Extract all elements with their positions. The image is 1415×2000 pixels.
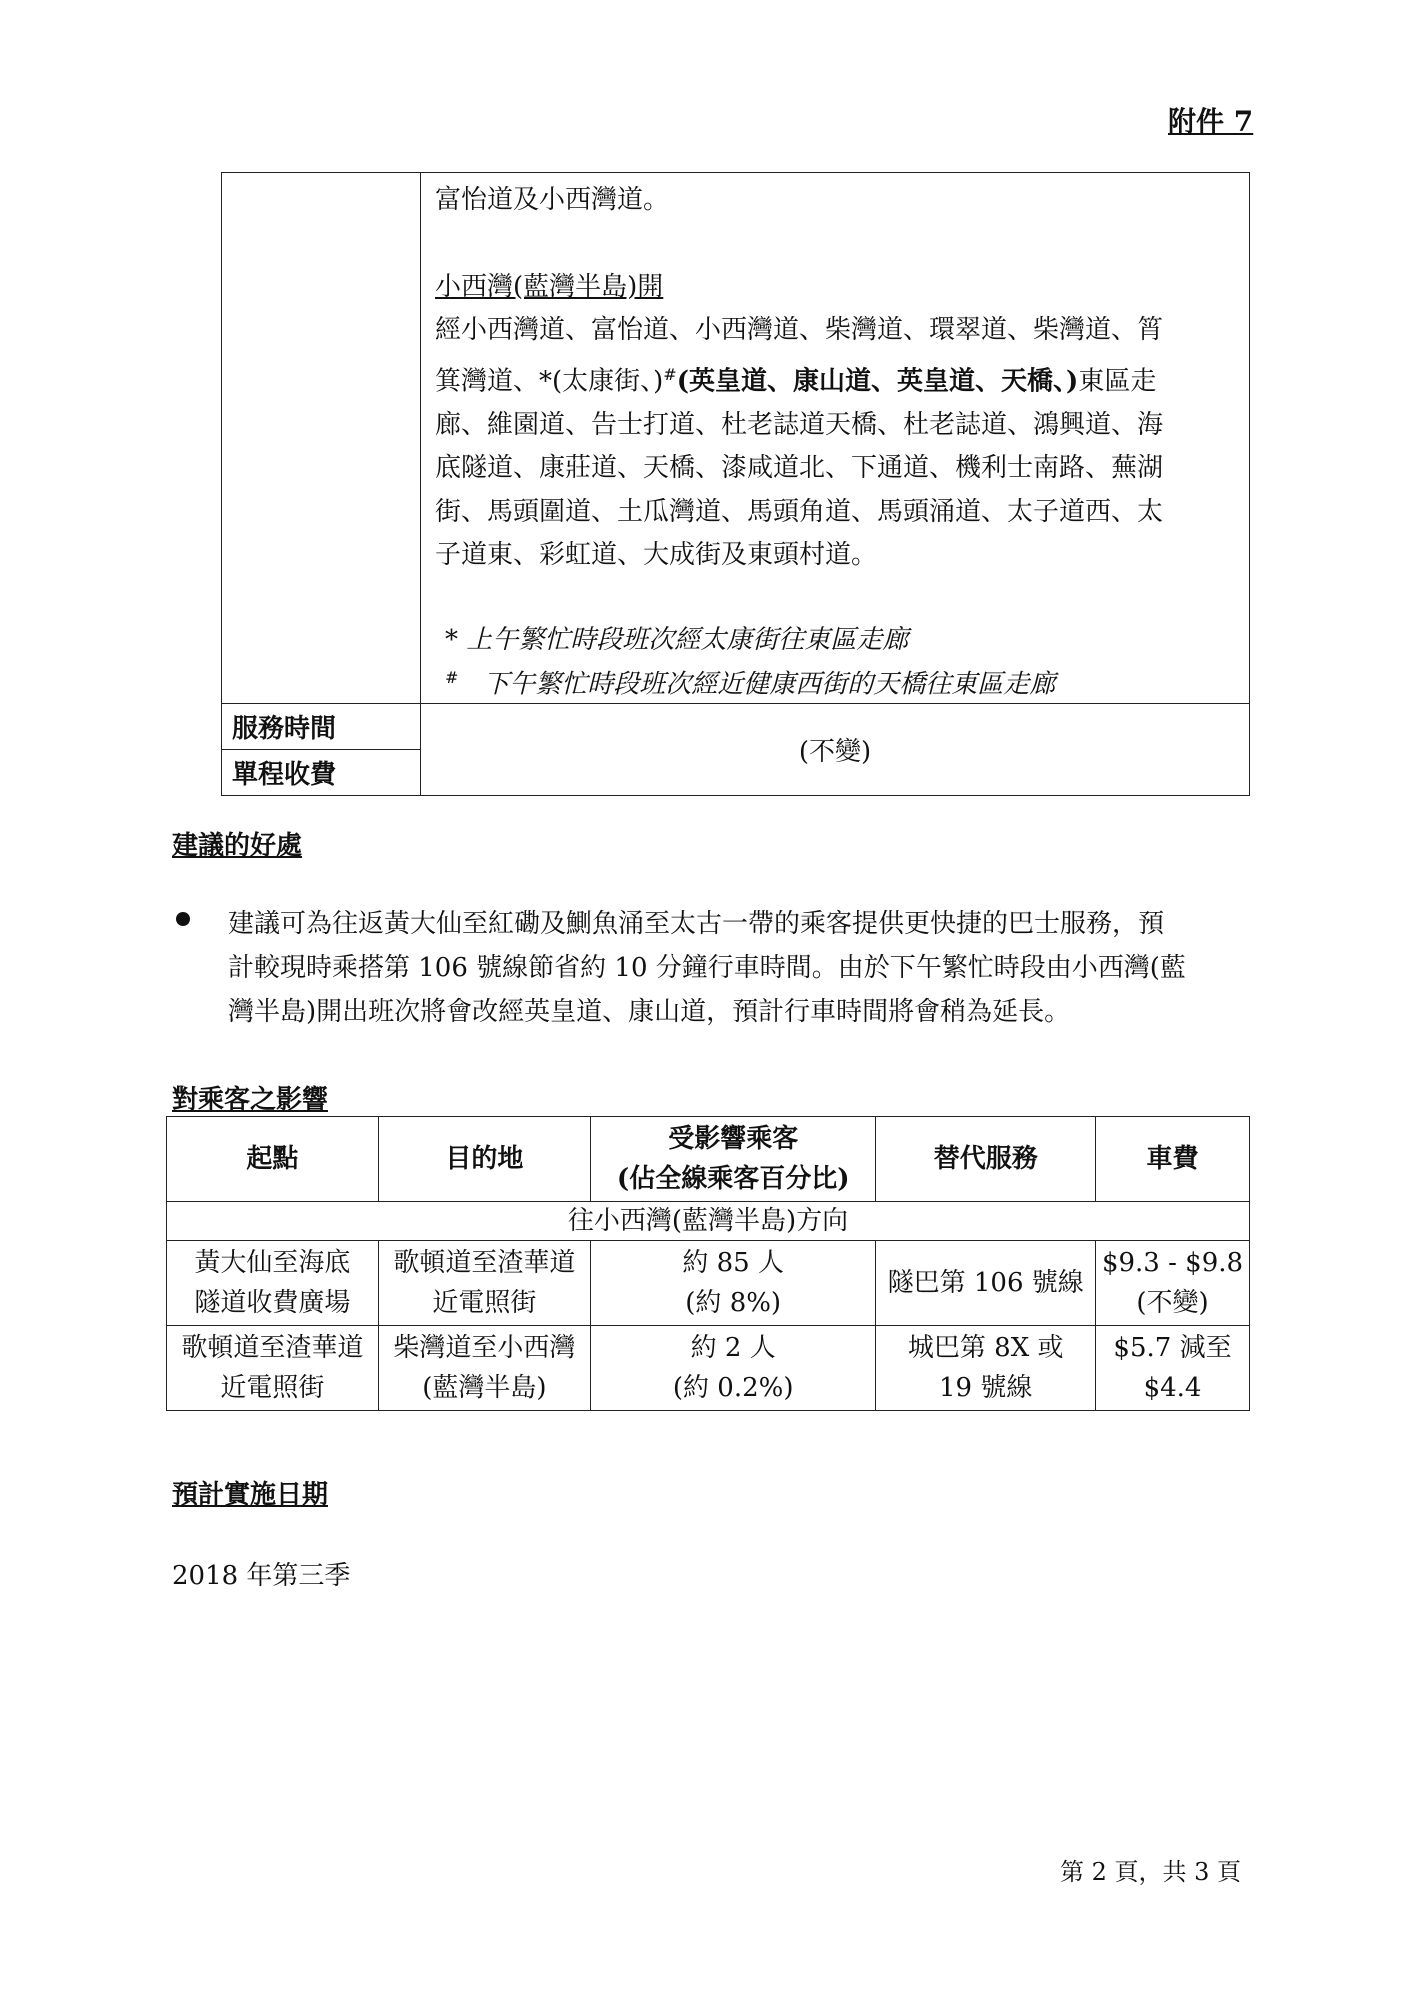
route-origin-label: 小西灣(藍灣半島)開	[435, 271, 664, 302]
fare-label: 單程收費	[222, 750, 421, 796]
header-affected: 受影響乘客 (佔全線乘客百分比)	[591, 1117, 876, 1202]
header-fare: 車費	[1096, 1117, 1250, 1202]
route-label-cell	[222, 173, 421, 704]
row1-fare: $9.3 - $9.8 (不變)	[1096, 1241, 1250, 1326]
route-note-2: # 下午繁忙時段班次經近健康西街的天橋往東區走廊	[445, 667, 1056, 700]
row1-destination: 歌頓道至渣華道 近電照街	[378, 1241, 590, 1326]
bullet-icon	[176, 912, 190, 926]
impact-table	[166, 1116, 1250, 1411]
row1-alternative: 隧巴第 106 號線	[876, 1241, 1096, 1326]
direction-label: 往小西灣(藍灣半島)方向	[167, 1202, 1250, 1241]
benefits-text: 建議可為往返黃大仙至紅磡及鰂魚涌至太古一帶的乘客提供更快捷的巴士服務，預 計較現時乘搭第 106 號線節省約 10 分鐘行車時間。由於下午繁忙時段由小西灣(藍 灣半島)開出班次將會改經英皇道、康山道，預計行車時間將會稍為延長。	[228, 909, 1186, 1027]
route-line-f: 子道東、彩虹道、大成街及東頭村道。	[435, 540, 878, 571]
row2-origin: 歌頓道至渣華道 近電照街	[167, 1326, 379, 1411]
route-description-cell	[421, 173, 1250, 704]
row2-destination: 柴灣道至小西灣 (藍灣半島)	[378, 1326, 590, 1411]
row2-fare: $5.7 減至 $4.4	[1096, 1326, 1250, 1411]
service-hours-label: 服務時間	[222, 704, 421, 750]
route-row	[222, 173, 1250, 704]
route-line-b: 箕灣道、*(太康街、)#(英皇道、康山道、英皇道、天橋、)東區走	[435, 364, 1157, 397]
route-line-e: 街、馬頭圍道、土瓜灣道、馬頭角道、馬頭涌道、太子道西、太	[435, 496, 1164, 527]
row2-alternative: 城巴第 8X 或 19 號線	[876, 1326, 1096, 1411]
route-table	[221, 172, 1250, 796]
route-line-c: 廊、維園道、告士打道、杜老誌道天橋、杜老誌道、鴻興道、海	[435, 409, 1164, 440]
date-heading: 預計實施日期	[172, 1480, 329, 1510]
route-note-1: * 上午繁忙時段班次經太康街往東區走廊	[445, 624, 909, 655]
table-row	[167, 1326, 1250, 1411]
route-line-a: 經小西灣道、富怡道、小西灣道、柴灣道、環翠道、柴灣道、筲	[435, 315, 1164, 345]
annex-label: 附件 7	[1168, 105, 1254, 138]
route-line-d: 底隧道、康莊道、天橋、漆咸道北、下通道、機利士南路、蕪湖	[435, 453, 1164, 484]
direction-row	[167, 1202, 1250, 1241]
row1-affected: 約 85 人 (約 8%)	[591, 1241, 876, 1326]
table-row	[167, 1241, 1250, 1326]
implementation-date: 2018 年第三季	[172, 1561, 351, 1591]
page-footer: 第 2 頁，共 3 頁	[1060, 1858, 1242, 1886]
row1-origin: 黃大仙至海底 隧道收費廣場	[167, 1241, 379, 1326]
route-line-1: 富怡道及小西灣道。	[435, 185, 670, 215]
header-origin: 起點	[167, 1117, 379, 1202]
header-alternative: 替代服務	[876, 1117, 1096, 1202]
row2-affected: 約 2 人 (約 0.2%)	[591, 1326, 876, 1411]
benefits-heading: 建議的好處	[172, 831, 303, 861]
header-destination: 目的地	[378, 1117, 590, 1202]
unchanged-value: (不變)	[421, 704, 1250, 796]
impact-heading: 對乘客之影響	[172, 1085, 329, 1115]
impact-header-row	[167, 1117, 1250, 1202]
